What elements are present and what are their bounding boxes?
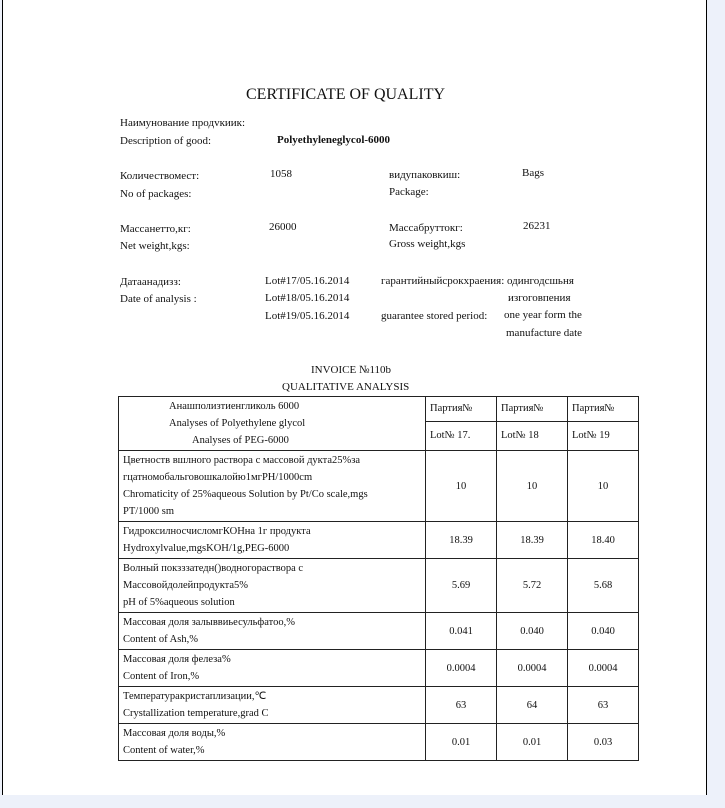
row-line: Температуракристаплизации,℃ [123, 691, 267, 702]
document-page [2, 0, 707, 795]
row-label [119, 613, 426, 650]
row-line: pH of 5%aqueous solution [123, 597, 235, 608]
value-lot17: 18.39 [426, 522, 497, 559]
guarantee-value-en-1: one year form the [504, 309, 582, 321]
table-header-row [119, 397, 639, 422]
value-lot19: 10 [568, 451, 639, 522]
value-lot18: 0.040 [497, 613, 568, 650]
party-header-3: Партия№ [568, 397, 639, 422]
guarantee-label-en: guarantee stored period: [381, 310, 488, 322]
analysis-title: QUALITATIVE ANALYSIS [282, 381, 410, 393]
lot-header-19: Lot№ 19 [568, 421, 639, 450]
row-line: Crystallization temperature,grad C [123, 708, 269, 719]
value-lot18: 64 [497, 687, 568, 724]
row-line: Chromaticity of 25%aqueous Solution by Pt/Co scale,mgs [123, 489, 368, 500]
table-row-crystallization [119, 687, 639, 724]
value-lot17: 0.01 [426, 724, 497, 761]
row-line: гцатномобальговошкалойю1мгРН/1000cm [123, 472, 313, 483]
row-line: PT/1000 sm [123, 506, 175, 517]
guarantee-value-ru-2: изгоговпения [508, 292, 571, 304]
row-line: Волный покзззатедн()водногораствора с [123, 563, 304, 574]
row-label [119, 522, 426, 559]
row-line: Цветноств вшлного раствора с массовой дукта25%за [123, 455, 361, 466]
gross-weight-label-en: Gross weight,kgs [389, 238, 466, 250]
packages-label-ru: Количествомест: [120, 170, 200, 182]
description-label-ru: Наимунование продvкиик: [120, 117, 246, 129]
package-label-ru: видупаковкиш: [389, 169, 461, 181]
row-line: Массовойдолейпродукта5% [123, 580, 249, 591]
header-line-peg: Analyses of PEG-6000 [192, 435, 289, 446]
guarantee-label-ru: гарантийныйсрокхраения: [381, 275, 505, 287]
row-line: Массовая доля воды,% [123, 728, 226, 739]
party-header-1: Партия№ [426, 397, 497, 422]
header-description-cell [119, 397, 426, 451]
lot-date-17: Lot#17/05.16.2014 [265, 275, 350, 287]
net-weight-label-en: Net weight,kgs: [120, 240, 190, 252]
analysis-date-label-en: Date of analysis : [120, 293, 197, 305]
table-row-hydroxyl [119, 522, 639, 559]
packages-label-en: No of packages: [120, 188, 192, 200]
value-lot19: 18.40 [568, 522, 639, 559]
row-label [119, 451, 426, 522]
row-line: ГидроксилносчисломгКОНна 1г продукта [123, 526, 311, 537]
value-lot18: 10 [497, 451, 568, 522]
table-row-ph [119, 559, 639, 613]
table-row-chromaticity [119, 451, 639, 522]
package-value: Bags [522, 167, 544, 179]
qualitative-analysis-table [118, 396, 639, 761]
row-label [119, 559, 426, 613]
lot-date-18: Lot#18/05.16.2014 [265, 292, 350, 304]
invoice-number: INVOICE №110b [311, 364, 392, 376]
packages-value: 1058 [270, 168, 292, 180]
value-lot17: 0.0004 [426, 650, 497, 687]
value-lot17: 63 [426, 687, 497, 724]
table-row-ash [119, 613, 639, 650]
gross-weight-label-ru: Массабруттокг: [389, 222, 463, 234]
package-label-en: Package: [389, 186, 429, 198]
table-row-iron [119, 650, 639, 687]
row-line: Content of Ash,% [123, 634, 198, 645]
description-label-en: Description of good: [120, 135, 212, 147]
guarantee-value-ru-1: одингодсшьня [507, 275, 574, 287]
lot-date-19: Lot#19/05.16.2014 [265, 310, 350, 322]
value-lot18: 0.01 [497, 724, 568, 761]
value-lot18: 18.39 [497, 522, 568, 559]
value-lot19: 63 [568, 687, 639, 724]
row-label [119, 650, 426, 687]
description-value: Polyethyleneglycol-6000 [277, 134, 391, 146]
value-lot19: 0.040 [568, 613, 639, 650]
header-line-en: Analyses of Polyethylene glycol [169, 418, 306, 429]
lot-header-18: Lot№ 18 [497, 421, 568, 450]
value-lot18: 5.72 [497, 559, 568, 613]
net-weight-label-ru: Массанетто,кг: [120, 223, 191, 235]
value-lot17: 10 [426, 451, 497, 522]
value-lot19: 0.0004 [568, 650, 639, 687]
row-line: Content of water,% [123, 745, 205, 756]
value-lot19: 5.68 [568, 559, 639, 613]
party-header-2: Партия№ [497, 397, 568, 422]
row-label [119, 687, 426, 724]
certificate-title: CERTIFICATE OF QUALITY [246, 86, 446, 103]
row-label [119, 724, 426, 761]
guarantee-value-en-2: manufacture date [506, 327, 583, 339]
net-weight-value: 26000 [269, 221, 297, 233]
row-line: Массовая доля залыввиьесульфатоо,% [123, 617, 295, 628]
lot-header-17: Lot№ 17. [426, 421, 497, 450]
gross-weight-value: 26231 [523, 220, 551, 232]
value-lot17: 0.041 [426, 613, 497, 650]
header-line-ru: Анашполизтиенгликоль 6000 [169, 401, 300, 412]
row-line: Hydroxylvalue,mgsKOH/1g,PEG-6000 [123, 543, 290, 554]
table-row-water [119, 724, 639, 761]
analysis-date-label-ru: Датаанадизз: [120, 276, 181, 288]
row-line: Content of Iron,% [123, 671, 200, 682]
value-lot17: 5.69 [426, 559, 497, 613]
value-lot18: 0.0004 [497, 650, 568, 687]
value-lot19: 0.03 [568, 724, 639, 761]
row-line: Массовая доля фелеза% [123, 654, 231, 665]
